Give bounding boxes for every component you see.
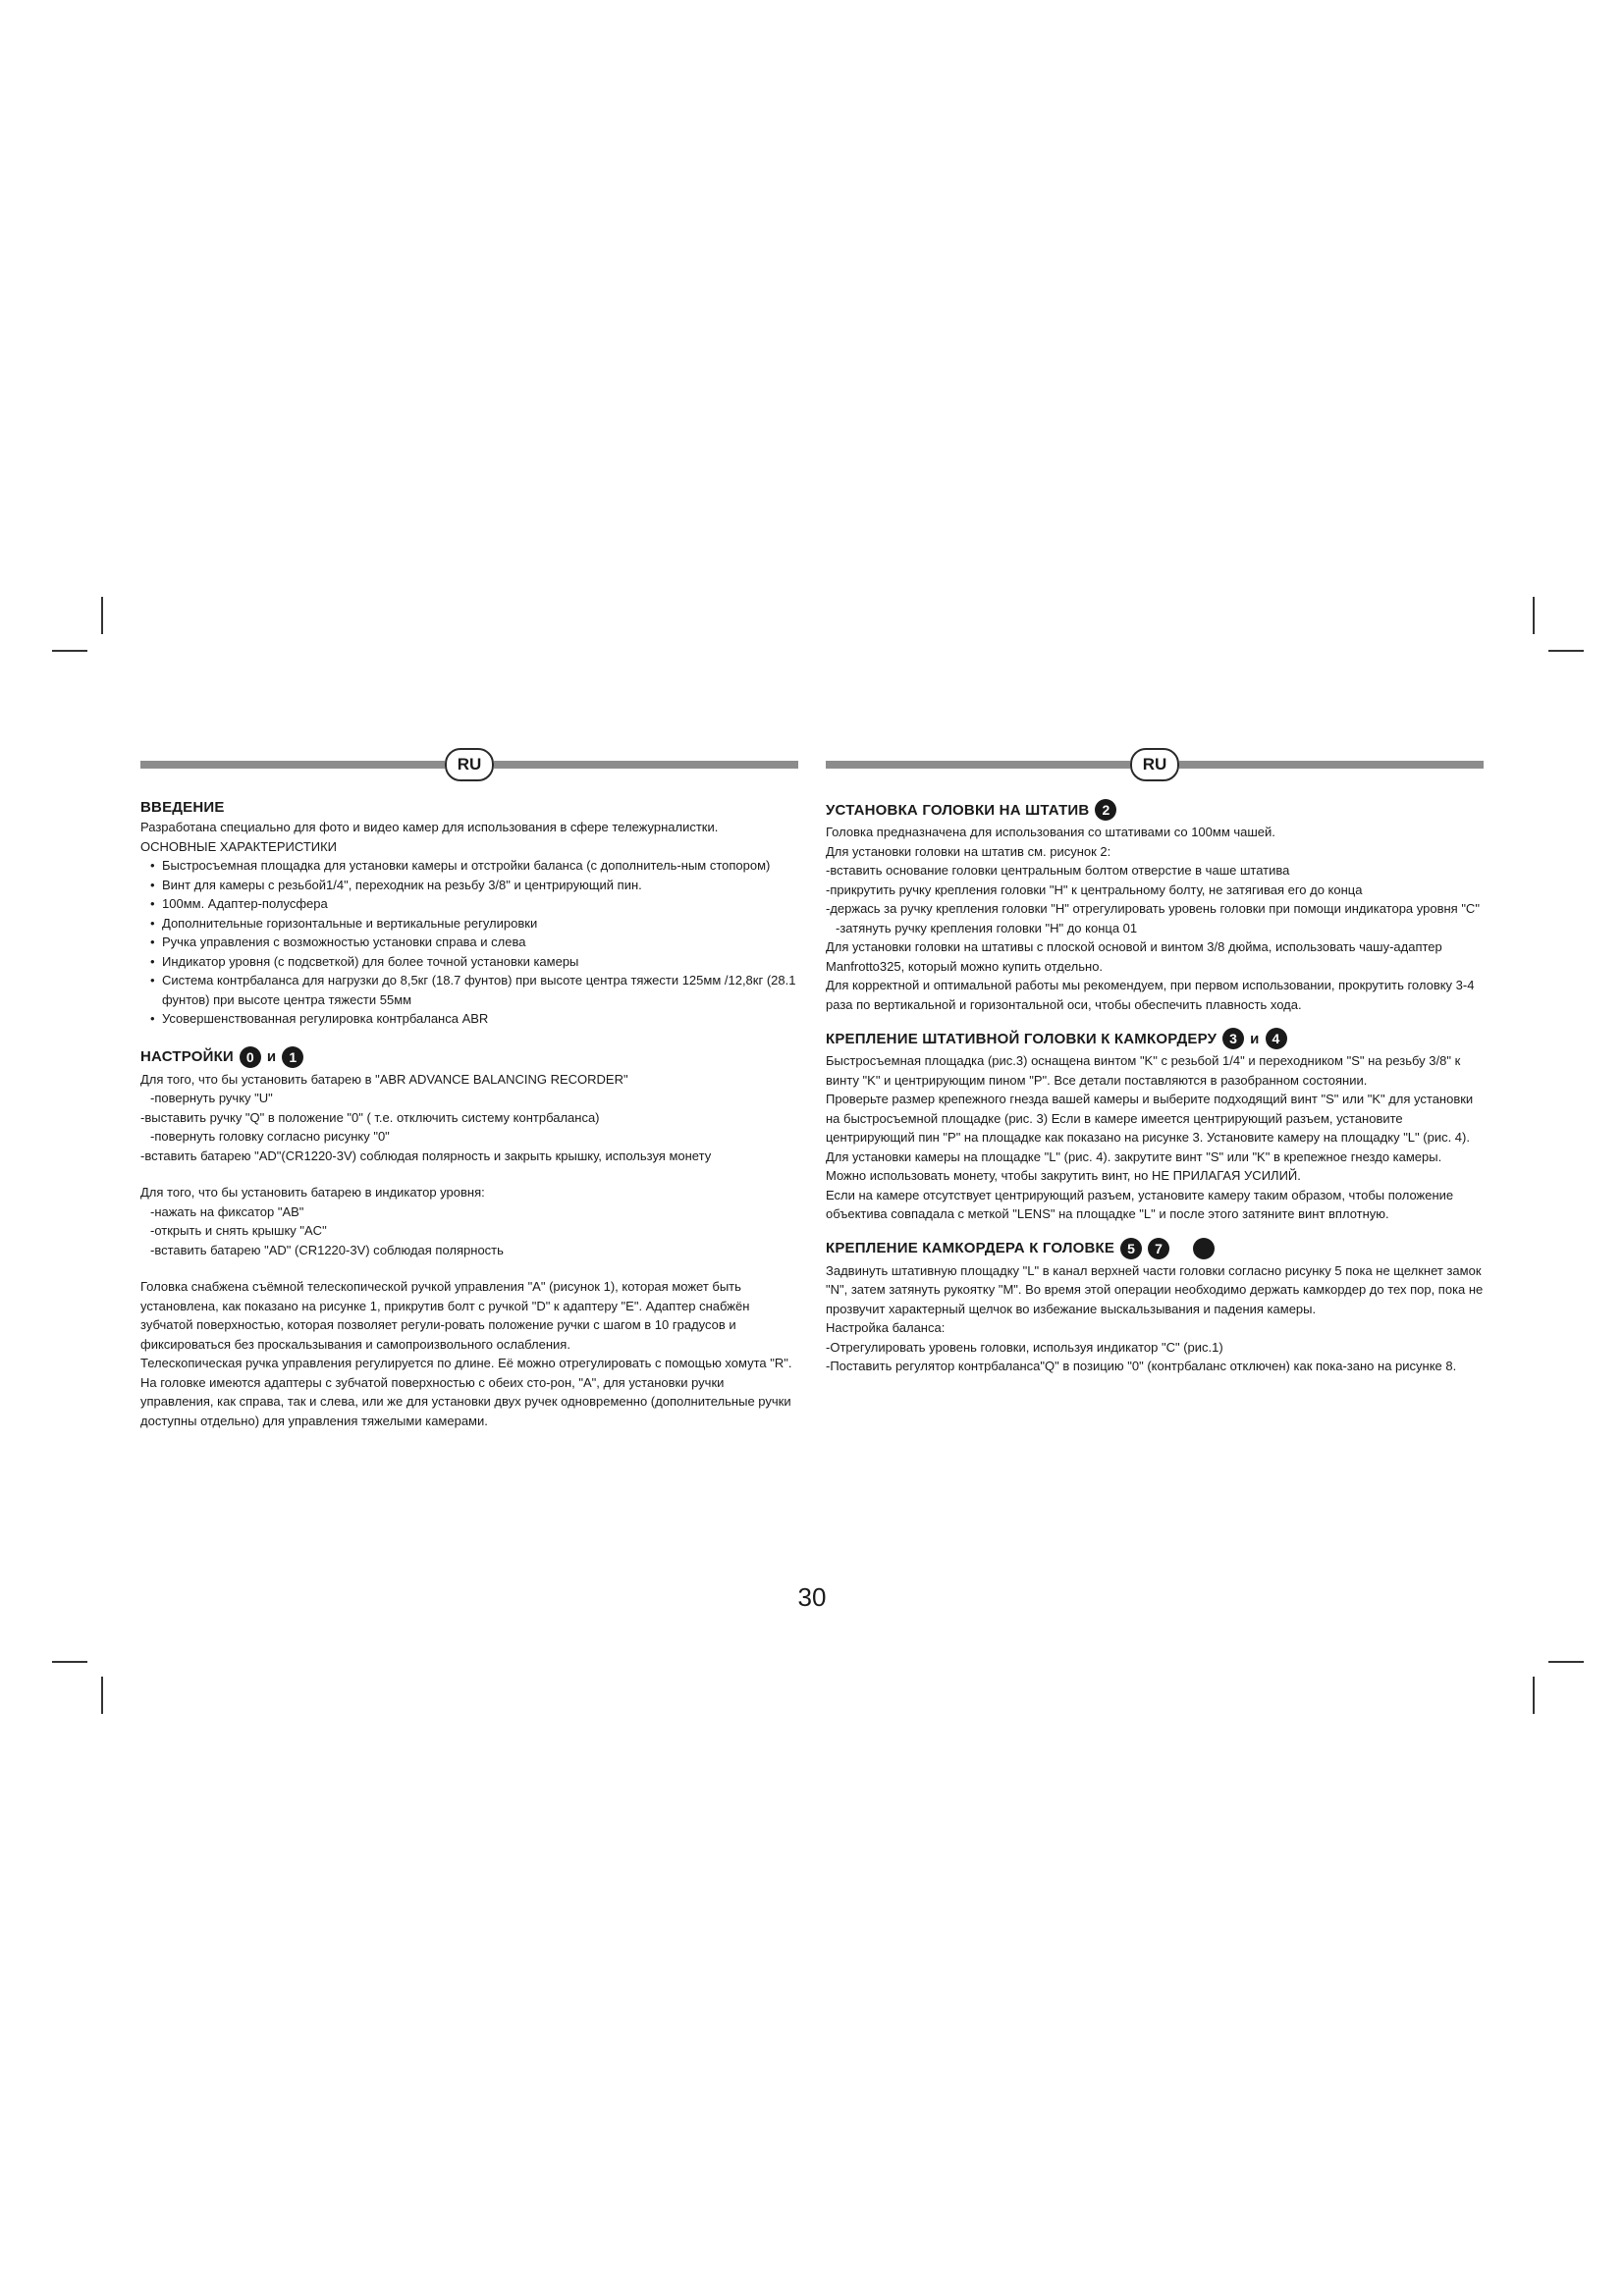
- telescopic-paragraph: Телескопическая ручка управления регулируется по длине. Её можно отрегулировать с помощью хомута "R". На головке имеются адаптеры с зубчатой поверхностью с обеих сто-рон, "A", для установки ручки управления, как справа, так и слева, или же для установки двух ручек одновременно (дополнительные ручки доступны отдельно) для управления тяжелыми камерами.: [140, 1356, 792, 1428]
- figure-number-badge: 3: [1222, 1028, 1244, 1049]
- handle-paragraph: Головка снабжена съёмной телескопической ручкой управления "A" (рисунок 1), которая может быть установлена, как показано на рисунке 1, прикрутив болт с ручкой "D" к адаптеру "E". Адаптер снабжён зубчатой поверхностью, которая позволяет регули-ровать положение ручки с шагом в 10 градусов и фиксироваться без проскальзывания и самопроизвольного ослабления.: [140, 1279, 750, 1352]
- figure-number-badge: 5: [1120, 1238, 1142, 1259]
- tripod-paragraph: Для установки головки на штативы с плоской основой и винтом 3/8 дюйма, использовать чашу-адаптер Manfrotto325, который можно купить отдельно.: [826, 939, 1442, 974]
- left-column: [140, 748, 798, 1430]
- list-item: • Винт для камеры с резьбой1/4", переходник на резьбу 3/8" и центрирующий пин.: [150, 876, 798, 895]
- mount-paragraph: Для установки камеры на площадке "L" (рис. 4). закрутите винт "S" или "K" в крепежное гнездо камеры. Можно использовать монету, чтобы закрутить винт, но НЕ ПРИЛАГАЯ УСИЛИЙ.: [826, 1148, 1442, 1183]
- figure-number-badge: 0: [240, 1046, 261, 1068]
- language-badge: RU: [1130, 748, 1179, 781]
- camcorder-title: КРЕПЛЕНИЕ КАМКОРДЕРА К ГОЛОВКЕ: [826, 1240, 1115, 1256]
- crop-mark: [1548, 1661, 1584, 1663]
- conjunction: и: [266, 1048, 277, 1065]
- list-item: -Отрегулировать уровень головки, используя индикатор "C" (рис.1): [826, 1339, 1223, 1355]
- intro-heading: [140, 799, 798, 816]
- list-item: -выставить ручку "Q" в положение "0" ( т.е. отключить систему контрбаланса): [140, 1109, 600, 1125]
- list-item: • 100мм. Адаптер-полусфера: [150, 894, 798, 914]
- header-rule: [140, 761, 445, 769]
- mount-heading: [826, 1028, 1484, 1049]
- features-title: ОСНОВНЫЕ ХАРАКТЕРИСТИКИ: [140, 838, 338, 854]
- intro-text: Разработана специально для фото и видео камер для использования в сфере тележурналистки.: [140, 820, 719, 834]
- figure-number-badge: 4: [1266, 1028, 1287, 1049]
- mount-paragraph: Если на камере отсутствует центрирующий разъем, установите камеру таким образом, чтобы положение объектива совпадала с меткой "LENS" на площадке "L" и после этого затяните винт вплотную.: [826, 1187, 1454, 1221]
- battery-intro: Для того, что бы установить батарею в "ABR ADVANCE BALANCING RECORDER": [140, 1071, 628, 1087]
- tripod-paragraph: Для установки головки на штатив см. рисунок 2:: [826, 843, 1111, 859]
- mount-title: КРЕПЛЕНИЕ ШТАТИВНОЙ ГОЛОВКИ К КАМКОРДЕРУ: [826, 1030, 1218, 1047]
- list-item: • Система контрбаланса для нагрузки до 8,5кг (18.7 фунтов) при высоте центра тяжести 125мм /12,8кг (28.1 фунтов) при высоте центра тяжести 55мм: [150, 971, 798, 1009]
- tripod-title: УСТАНОВКА ГОЛОВКИ НА ШТАТИВ: [826, 801, 1090, 819]
- list-item: • Дополнительные горизонтальные и вертикальные регулировки: [150, 914, 798, 934]
- list-item: -повернуть ручку "U": [150, 1091, 273, 1105]
- settings-title: НАСТРОЙКИ: [140, 1048, 234, 1065]
- crop-mark: [1548, 650, 1584, 652]
- header-rule: [494, 761, 798, 769]
- figure-number-badge: 2: [1095, 799, 1116, 821]
- figure-number-badge: 7: [1148, 1238, 1169, 1259]
- header-rule: [1179, 761, 1484, 769]
- list-item: • Ручка управления с возможностью установки справа и слева: [150, 933, 798, 952]
- crop-mark: [1533, 597, 1535, 634]
- language-badge: RU: [445, 748, 494, 781]
- crop-mark: [1533, 1677, 1535, 1714]
- conjunction: и: [1250, 1030, 1260, 1047]
- language-header: [826, 748, 1484, 781]
- language-header: [140, 748, 798, 781]
- list-item: -вставить батарею "AD"(CR1220-3V) соблюдая полярность и закрыть крышку, используя монету: [140, 1148, 712, 1163]
- crop-mark: [52, 650, 87, 652]
- tripod-heading: [826, 799, 1484, 821]
- list-item: -держась за ручку крепления головки "H" отрегулировать уровень головки при помощи индикатора уровня "C": [826, 901, 1480, 916]
- list-item: -затянуть ручку крепления головки "H" до конца 01: [836, 920, 1138, 935]
- list-item: • Индикатор уровня (с подсветкой) для более точной установки камеры: [150, 952, 798, 972]
- right-column: [826, 748, 1484, 1376]
- balance-title: Настройка баланса:: [826, 1320, 946, 1335]
- crop-mark: [101, 597, 103, 634]
- list-item: -вставить батарею "AD" (CR1220-3V) соблюдая полярность: [150, 1242, 504, 1257]
- level-intro: Для того, что бы установить батарею в индикатор уровня:: [140, 1185, 485, 1200]
- intro-title: ВВЕДЕНИЕ: [140, 799, 225, 816]
- list-item: -Поставить регулятор контрбаланса"Q" в позицию "0" (контрбаланс отключен) как пока-зано на рисунке 8.: [826, 1359, 1457, 1373]
- list-item: • Усовершенствованная регулировка контрбаланса ABR: [150, 1009, 798, 1029]
- crop-mark: [101, 1677, 103, 1714]
- camcorder-paragraph: Задвинуть штативную площадку "L" в канал верхней части головки согласно рисунку 5 пока не щелкнет замок "N", затем затянуть рукоятку "M". Во время этой операции необходимо держать камкордер до тех пор, пока не прозвучит характерный щелчок во избежание выскальзывания и падения камеры.: [826, 1262, 1484, 1316]
- tripod-paragraph: Для корректной и оптимальной работы мы рекомендуем, при первом использовании, прокрутить головку 3-4 раза по вертикальной и горизонтальной оси, чтобы обеспечить плавность хода.: [826, 978, 1475, 1012]
- list-item: -прикрутить ручку крепления головки "H" к центральному болту, не затягивая его до конца: [826, 881, 1363, 897]
- figure-number-badge: 1: [282, 1046, 303, 1068]
- page-number: 30: [797, 1582, 827, 1612]
- list-item: -нажать на фиксатор "AB": [150, 1203, 304, 1219]
- mount-paragraph: Быстросъемная площадка (рис.3) оснащена винтом "K" с резьбой 1/4" и переходником "S" на резьбу 3/8" к винту "K" и центрирующим пином "P". Все детали поставляются в разобранном состоянии.: [826, 1053, 1461, 1088]
- mount-paragraph: Проверьте размер крепежного гнезда вашей камеры и выберите подходящий винт "S" или "K" для установки на быстросъемной площадке (рис. 3) Если в камере имеется центрирующий разъем, установите центрирующий пин "P" на площадке как показано на рисунке 3. Установите камеру на площадку "L" (рис. 4).: [826, 1092, 1474, 1145]
- camcorder-heading: [826, 1238, 1484, 1259]
- list-item: -открыть и снять крышку "AC": [150, 1223, 327, 1238]
- header-rule: [826, 761, 1130, 769]
- list-item: • Быстросъемная площадка для установки камеры и отстройки баланса (с дополнитель-ным стопором): [150, 856, 798, 876]
- figure-number-badge: [1193, 1238, 1215, 1259]
- crop-mark: [52, 1661, 87, 1663]
- tripod-paragraph: Головка предназначена для использования со штативами со 100мм чашей.: [826, 825, 1275, 839]
- list-item: -повернуть головку согласно рисунку "0": [150, 1129, 390, 1144]
- features-list: [140, 856, 798, 1029]
- settings-heading: [140, 1046, 798, 1068]
- list-item: -вставить основание головки центральным болтом отверстие в чаше штатива: [826, 863, 1290, 878]
